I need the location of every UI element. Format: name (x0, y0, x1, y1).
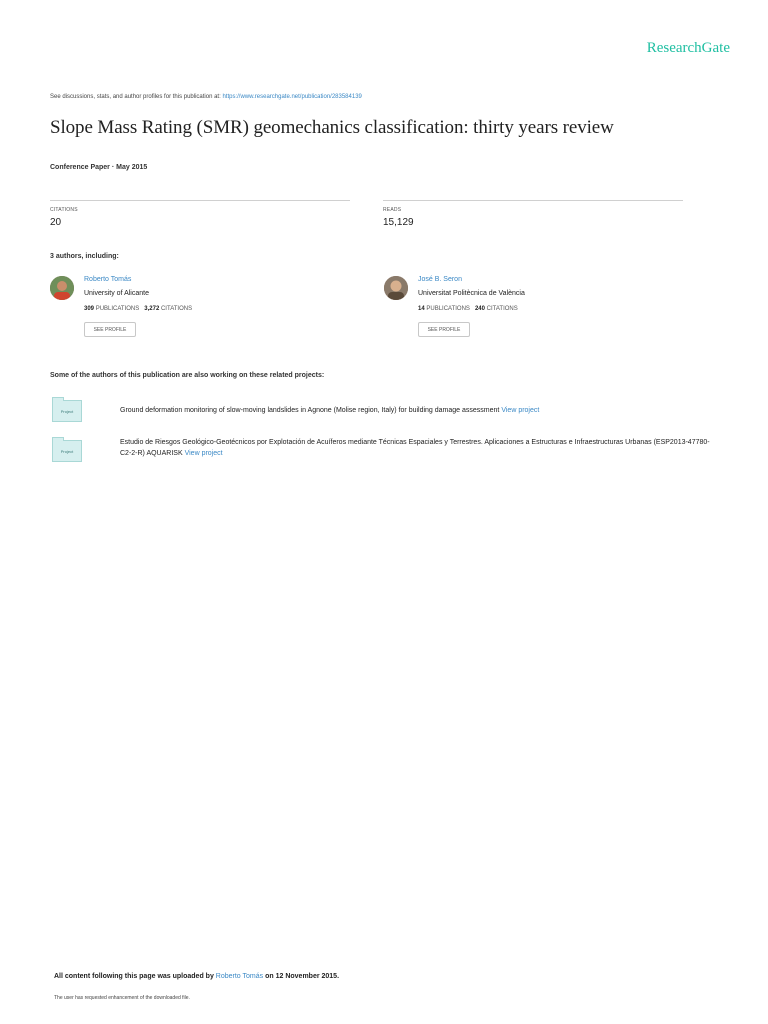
see-profile-button[interactable]: SEE PROFILE (418, 322, 470, 337)
reads-label: READS (383, 207, 402, 213)
citations-label: CITATIONS (50, 207, 78, 213)
citations-label: CITATIONS (486, 306, 518, 312)
project-item (120, 437, 720, 459)
project-icon-label: Project (60, 408, 74, 414)
project-title: Estudio de Riesgos Geológico-Geotécnicos por Explotación de Acuíferos mediante Técnicas Espaciales y Terrestres. Aplicaciones a Estructuras e Infraestructuras Urbanas (ESP2013-47780-C2-2-R) AQUARISK (120, 439, 710, 457)
citations-label: CITATIONS (160, 306, 193, 312)
publications-count: 309 (84, 306, 95, 312)
citations-value: 20 (50, 217, 62, 228)
see-profile-button[interactable]: SEE PROFILE (84, 322, 136, 337)
uploader-link[interactable]: Roberto Tomás (215, 973, 264, 980)
author-stats (84, 306, 192, 312)
view-project-link[interactable]: View project (501, 407, 540, 414)
page-title: Slope Mass Rating (SMR) geomechanics classification: thirty years review (50, 117, 614, 138)
view-project-link[interactable]: View project (184, 450, 223, 457)
disclaimer (50, 94, 362, 100)
citations-count: 240 (474, 306, 485, 312)
upload-prefix: All content following this page was uploaded by (54, 973, 214, 980)
authors-heading: 3 authors, including: (50, 253, 119, 260)
related-projects-heading: Some of the authors of this publication are also working on these related projects: (50, 372, 325, 379)
publication-type: Conference Paper · May 2015 (50, 164, 148, 171)
upload-suffix: on 12 November 2015. (265, 973, 340, 980)
divider (383, 200, 683, 201)
project-folder-icon[interactable] (52, 400, 82, 422)
avatar[interactable] (384, 276, 408, 300)
divider (50, 200, 350, 201)
project-item (120, 405, 720, 416)
publication-url-link[interactable]: https://www.researchgate.net/publication/283584139 (222, 94, 362, 100)
author-institution: Universitat Politècnica de València (418, 290, 525, 297)
author-name-link[interactable]: Roberto Tomás (84, 276, 132, 283)
enhancement-note: The user has requested enhancement of the downloaded file. (54, 995, 190, 1001)
avatar[interactable] (50, 276, 74, 300)
disclaimer-text: See discussions, stats, and author profiles for this publication at: (50, 94, 221, 100)
project-title: Ground deformation monitoring of slow-moving landslides in Agnone (Molise region, Italy) for building damage assessment (120, 407, 500, 414)
reads-value: 15,129 (383, 217, 414, 228)
author-photo-icon (384, 276, 408, 300)
upload-notice (54, 973, 339, 980)
author-name-link[interactable]: José B. Seron (418, 276, 462, 283)
citations-count: 3,272 (144, 306, 160, 312)
author-photo-icon (50, 276, 74, 300)
author-stats (418, 306, 518, 312)
researchgate-logo[interactable]: ResearchGate (646, 40, 730, 56)
publications-count: 14 (418, 306, 425, 312)
project-folder-icon[interactable] (52, 440, 82, 462)
publications-label: PUBLICATIONS (95, 306, 140, 312)
publications-label: PUBLICATIONS (426, 306, 470, 312)
project-icon-label: Project (60, 448, 74, 454)
author-institution: University of Alicante (84, 290, 149, 297)
